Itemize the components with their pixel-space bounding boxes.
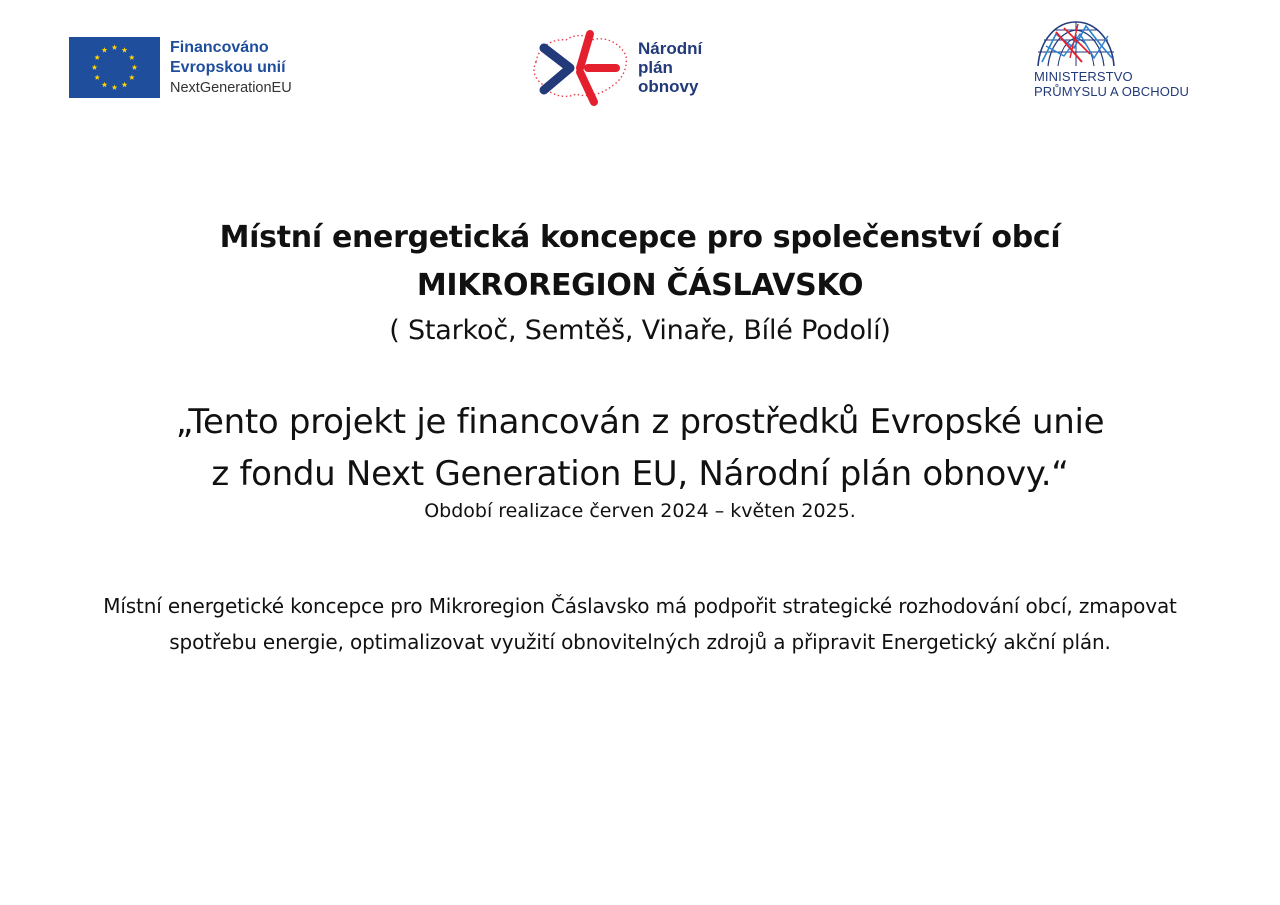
funding-statement bbox=[0, 396, 1280, 500]
eu-logo-line3: NextGenerationEU bbox=[170, 79, 292, 96]
eu-logo-line1: Financováno bbox=[170, 38, 269, 56]
funding-statement-line2: z fondu Next Generation EU, Národní plán obnovy.“ bbox=[211, 454, 1069, 494]
narodni-plan-obnovy-logo bbox=[530, 26, 702, 108]
npo-symbol-icon bbox=[530, 26, 630, 108]
municipalities-list: ( Starkoč, Semtěš, Vinaře, Bílé Podolí) bbox=[389, 315, 891, 346]
eu-logo-text bbox=[170, 38, 292, 98]
ministry-logo-line1: MINISTERSTVO bbox=[1034, 69, 1133, 84]
logo-bar bbox=[0, 0, 1280, 130]
ministry-logo-text bbox=[1034, 69, 1214, 99]
globe-network-icon bbox=[1034, 18, 1118, 68]
eu-flag-icon bbox=[69, 37, 160, 98]
document-title-line1: Místní energetická koncepce pro společenství obcí bbox=[219, 220, 1061, 255]
document-body bbox=[0, 214, 1280, 660]
npo-logo-line1: Národní bbox=[638, 38, 703, 58]
ministry-logo bbox=[1034, 18, 1214, 99]
funding-statement-line1: „Tento projekt je financován z prostředků Evropské unie bbox=[175, 402, 1105, 442]
project-description: Místní energetické koncepce pro Mikroregion Čáslavsko má podpořit strategické rozhodování obcí, zmapovat spotřebu energie, optimalizovat využití obnovitelných zdrojů a připravit Energetický akční plán. bbox=[103, 594, 1177, 654]
npo-logo-line3: obnovy bbox=[638, 76, 699, 96]
eu-funding-logo bbox=[69, 37, 292, 98]
eu-logo-line2: Evropskou unií bbox=[170, 58, 286, 76]
realization-period: Období realizace červen 2024 – květen 2025. bbox=[424, 500, 856, 522]
document-title-line2: MIKROREGION ČÁSLAVSKO bbox=[416, 268, 864, 303]
ministry-logo-line2: PRŮMYSLU A OBCHODU bbox=[1034, 84, 1189, 99]
npo-logo-line2: plán bbox=[638, 57, 673, 77]
npo-logo-text bbox=[638, 39, 702, 96]
